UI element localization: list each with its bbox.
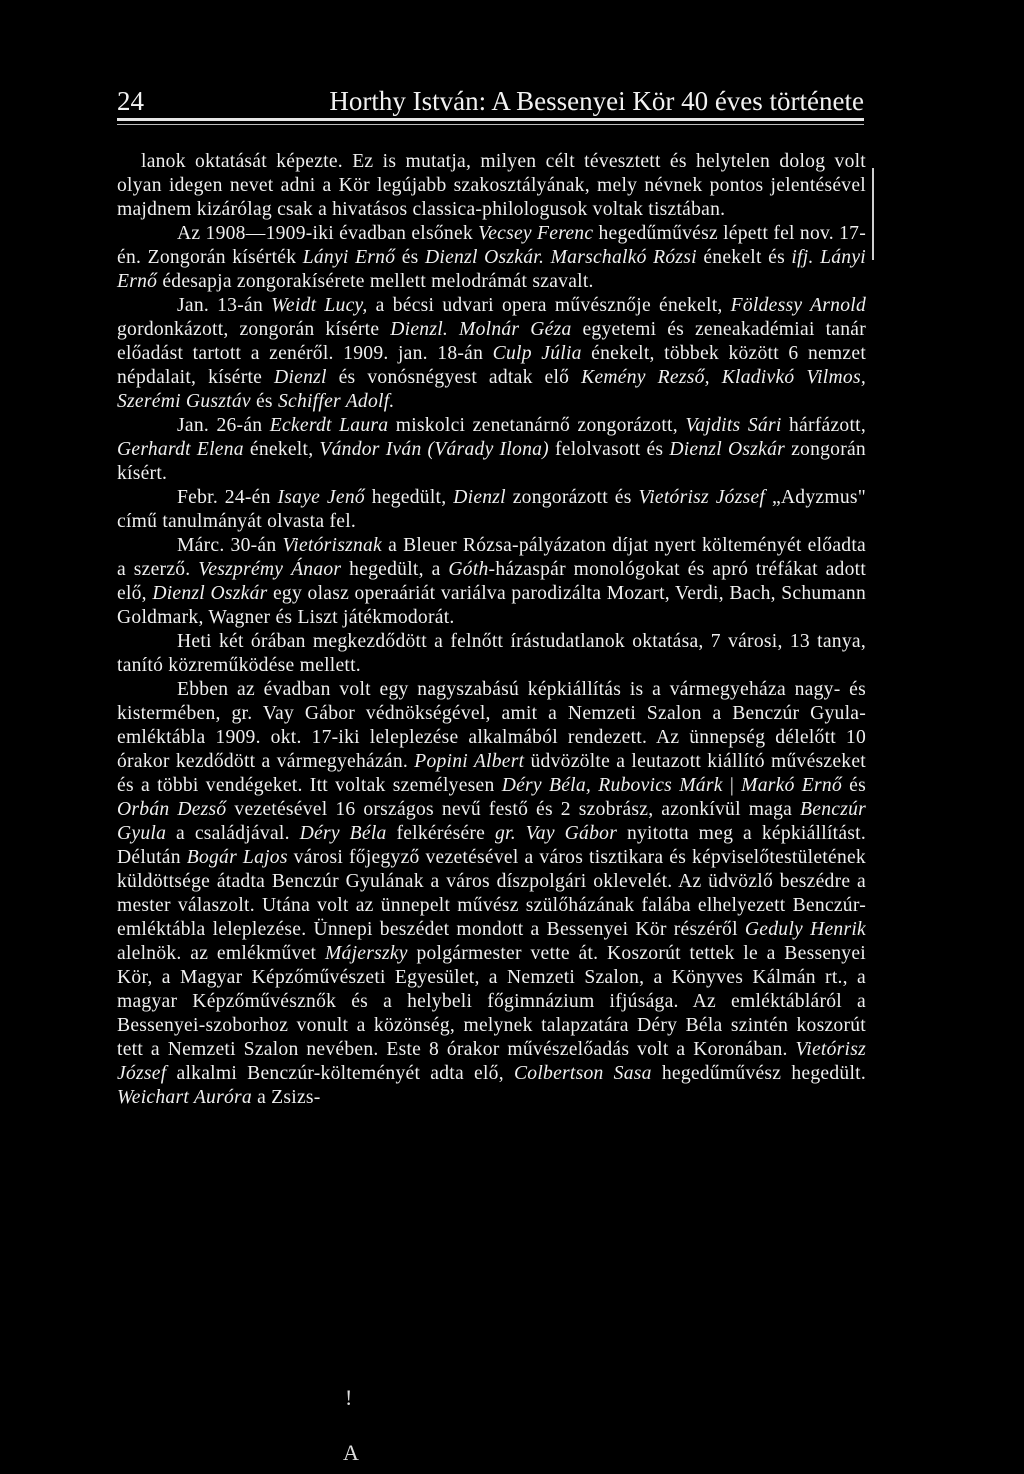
- italic-name-span: Vietórisz József: [117, 1039, 866, 1084]
- paragraph: [117, 534, 866, 630]
- text-span: hárfázott,: [781, 415, 866, 436]
- text-span: zongorán kísért.: [117, 439, 866, 484]
- text-span: gordonkázott, zongorán kísérte: [117, 319, 391, 340]
- paragraph: [117, 486, 866, 534]
- stray-mark: !: [345, 1385, 353, 1410]
- italic-name-span: Marschalkó Rózsi: [550, 247, 697, 268]
- text-span: Jan. 13-án: [177, 295, 272, 316]
- margin-line: [872, 168, 874, 260]
- italic-name-span: Isaye Jenő: [277, 487, 365, 508]
- italic-name-span: Popini Albert: [414, 751, 525, 772]
- text-span: felolvasott és: [548, 439, 670, 460]
- italic-name-span: Gerhardt Elena: [117, 439, 244, 460]
- italic-name-span: Orbán Dezső: [117, 799, 227, 820]
- italic-name-span: Vecsey Ferenc: [478, 223, 594, 244]
- text-span: vezetésével 16 országos nevű festő és 2 szobrász, azonkívül maga: [226, 799, 801, 820]
- italic-name-span: Dienzl Oszkár: [152, 583, 268, 604]
- italic-name-span: Culp Júlia: [492, 343, 582, 364]
- text-span: és: [395, 247, 426, 268]
- italic-name-span: Dienzl: [274, 367, 327, 388]
- text-span: Heti két órában megkezdődött a felnőtt írástudatlanok oktatása, 7 városi, 13 tanya, tanító közreműködése mellett.: [117, 631, 866, 676]
- italic-name-span: Vándor Iván (Várady Ilona): [319, 439, 549, 460]
- paragraph: [117, 294, 866, 414]
- text-span: és: [842, 775, 866, 796]
- italic-name-span: gr. Vay Gábor: [494, 823, 618, 844]
- text-span: a bécsi udvari opera művésznője énekelt,: [367, 295, 731, 316]
- text-span: -házaspár monológokat és apró tréfákat adott elő,: [117, 559, 867, 604]
- italic-name-span: Weichart Auróra: [117, 1087, 252, 1108]
- italic-name-span: Kemény Rezső, Kladivkó Vilmos, Szerémi Gusztáv: [117, 367, 866, 412]
- italic-name-span: Vajdits Sári: [685, 415, 782, 436]
- text-span: „Adyzmus" című tanulmányát olvasta fel.: [117, 487, 867, 532]
- italic-name-span: Földessy Arnold: [730, 295, 866, 316]
- text-span: polgármester vette át. Koszorút tettek le a Bessenyei Kör, a Magyar Képzőművészeti Egyesület, a Nemzeti Szalon, a Könyves Kálmán rt., a magyar Képzőművésznők és a helybeli főgimnázium ifjúsága. Az emléktábláról a Bessenyei-szoborhoz vonult a közönség, melynek talapzatára Déry Béla szintén koszorút tett a Nemzeti Szalon nevében. Este 8 órakor művészelőadás volt a Koronában.: [117, 943, 866, 1060]
- text-span: zongorázott és: [505, 487, 639, 508]
- italic-name-span: Benczúr Gyula: [117, 799, 867, 844]
- text-span: a Zsizs-: [251, 1087, 321, 1108]
- italic-name-span: Déry Béla: [299, 823, 387, 844]
- italic-name-span: Májerszky: [324, 943, 408, 964]
- header-rule: [117, 118, 864, 121]
- text-span: Jan. 26-án: [177, 415, 270, 436]
- stray-mark: A: [343, 1440, 359, 1465]
- italic-name-span: Dienzl Oszkár.: [425, 247, 545, 268]
- paragraph: [117, 630, 866, 678]
- italic-name-span: Vietórisz József: [638, 487, 766, 508]
- text-span: hegedült, a: [341, 559, 449, 580]
- italic-name-span: Déry Béla, Rubovics Márk: [501, 775, 723, 796]
- italic-name-span: Lányi Ernő: [302, 247, 396, 268]
- italic-name-span: Markó Ernő: [741, 775, 842, 796]
- text-span: felkérésére: [386, 823, 495, 844]
- text-span: hegedűművész hegedült.: [651, 1063, 866, 1084]
- paragraph: [117, 222, 866, 294]
- text-span: üdvözölte a leutazott kiállító művészeket és a többi vendégeket. Itt voltak személyesen: [117, 751, 866, 796]
- text-span: miskolci zenetanárnő zongorázott,: [388, 415, 686, 436]
- text-span: hegedült,: [364, 487, 454, 508]
- text-span: Az 1908—1909-iki évadban elsőnek: [177, 223, 479, 244]
- paragraph: [117, 414, 866, 486]
- italic-name-span: Veszprémy Ánaor: [198, 559, 342, 580]
- italic-name-span: Schiffer Adolf.: [277, 391, 395, 412]
- text-span: és vonósnégyest adtak elő: [326, 367, 582, 388]
- italic-name-span: Vietórisznak: [282, 535, 383, 556]
- text-span: egy olasz operaáriát variálva parodizálta Mozart, Verdi, Bach, Schumann Goldmark, Wagner és Liszt játékmodorát.: [117, 583, 867, 628]
- running-header: [117, 86, 864, 117]
- text-span: Ebben az évadban volt egy nagyszabású képkiállítás is a vármegyeháza nagy- és kistermében, gr. Vay Gábor védnökségével, amit a Nemzeti Szalon a Benczúr Gyula-emléktábla 1909. okt. 17-iki leleplezése alkalmából rendezett. Az ünnepség délelőtt 10 órakor kezdődött a vármegyeházán.: [117, 679, 866, 772]
- italic-name-span: Dienzl Oszkár: [669, 439, 786, 460]
- text-span: édesapja zongorakísérete mellett melodrámát szavalt.: [157, 271, 594, 292]
- text-span: Febr. 24-én: [177, 487, 278, 508]
- paragraph: [117, 678, 866, 1110]
- text-span: városi főjegyző vezetésével a város tisztikara és képviselőtestületének küldöttsége átadta Benczúr Gyulának a város díszpolgári oklevelét. Az üdvözlő beszédre a mester válaszolt. Utána volt az ünnepelt művész szülőházának falába elhelyezett Benczúr-emléktábla leleplezése. Ünnepi beszédet mondott a Bessenyei Kör részéről: [117, 847, 866, 940]
- text-span: és: [250, 391, 278, 412]
- text-span: a családjával.: [166, 823, 300, 844]
- text-span: a Bleuer Rózsa-pályázaton díjat nyert költeményét előadta a szerző.: [117, 535, 866, 580]
- text-span: |: [722, 775, 742, 796]
- italic-name-span: Geduly Henrik: [744, 919, 866, 940]
- text-span: alelnök. az emlékművet: [117, 943, 325, 964]
- text-span: énekelt, többek között 6 nemzet népdalait, kísérte: [117, 343, 867, 388]
- text-span: egyetemi és zeneakadémiai tanár előadást tartott a zenéről. 1909. jan. 18-án: [117, 319, 866, 364]
- header-rule-thin: [117, 124, 864, 125]
- page-number: 24: [117, 86, 144, 116]
- text-span: nyitotta meg a képkiállítást. Délután: [117, 823, 866, 868]
- body-text: [117, 150, 866, 1110]
- text-span: énekelt és: [696, 247, 792, 268]
- text-span: énekelt,: [243, 439, 320, 460]
- italic-name-span: Bogár Lajos: [186, 847, 288, 868]
- italic-name-span: Eckerdt Laura: [269, 415, 389, 436]
- text-span: hegedűművész lépett fel nov. 17-én. Zongorán kísérték: [117, 223, 866, 268]
- text-span: alkalmi Benczúr-költeményét adta elő,: [166, 1063, 514, 1084]
- running-title: Horthy István: A Bessenyei Kör 40 éves története: [329, 86, 864, 116]
- italic-name-span: Colbertson Sasa: [513, 1063, 652, 1084]
- italic-name-span: Dienzl. Molnár Géza: [390, 319, 572, 340]
- italic-name-span: Góth: [448, 559, 489, 580]
- text-span: lanok oktatását képezte. Ez is mutatja, milyen célt tévesztett és helytelen dolog volt olyan idegen nevet adni a Kör legújabb szakosztályának, mely névnek pontos jelentésével majdnem kizárólag csak a hivatásos classica-philologusok voltak tisztában.: [117, 151, 866, 220]
- italic-name-span: Dienzl: [453, 487, 506, 508]
- text-span: Márc. 30-án: [177, 535, 283, 556]
- italic-name-span: Weidt Lucy,: [271, 295, 368, 316]
- paragraph: [117, 150, 866, 222]
- italic-name-span: ifj. Lányi Ernő: [117, 247, 866, 292]
